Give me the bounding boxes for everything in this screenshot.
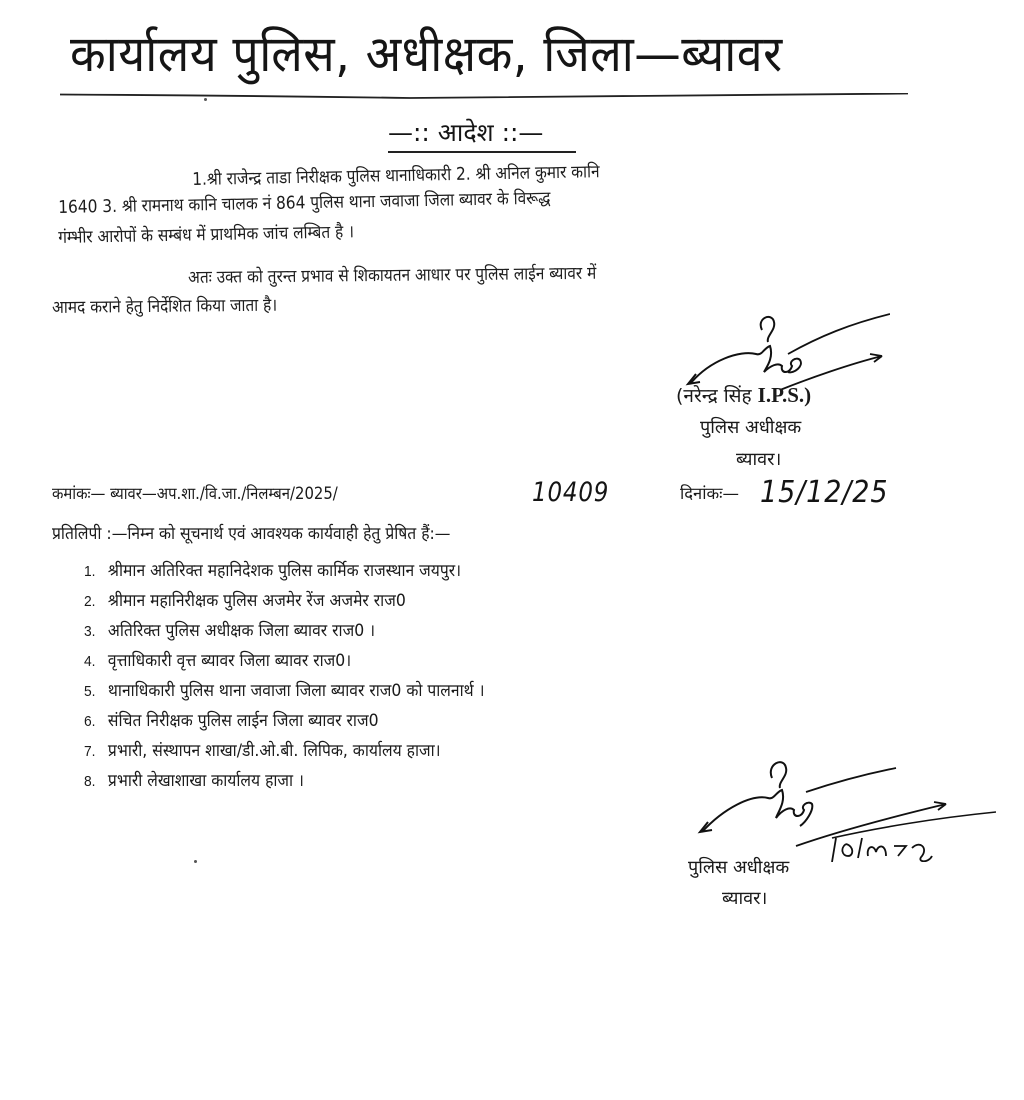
copy-to-item-number: 4. [84, 653, 96, 670]
order-body-para1-line1: 1.श्री राजेन्द्र ताडा निरीक्षक पुलिस थानाधिकारी 2. श्री अनिल कुमार कानि [192, 162, 600, 190]
signer-designation: पुलिस अधीक्षक [700, 417, 802, 438]
order-body-para2-line2: आमद कराने हेतु निर्देशित किया जाता है। [52, 295, 278, 318]
copy-to-item-text: श्रीमान अतिरिक्त महानिदेशक पुलिस कार्मिक राजस्थान जयपुर। [107, 561, 462, 581]
signer-name-hindi: (नरेन्द्र सिंह [676, 385, 752, 407]
paper-speck [204, 98, 207, 101]
order-body-para2-line1: अतः उक्त को तुरन्त प्रभाव से शिकायतन आधार पर पुलिस लाईन ब्यावर में [188, 263, 597, 288]
copy-to-list [84, 558, 519, 798]
signer-ips-suffix: I.P.S.) [757, 383, 812, 407]
copy-to-item-text: श्रीमान महानिरीक्षक पुलिस अजमेर रेंज अजमेर राज0 [107, 591, 406, 611]
reference-number-handwritten: 10409 [532, 477, 610, 508]
title-underline [60, 93, 908, 99]
copy-to-item [84, 588, 485, 618]
order-heading-underline [388, 151, 576, 153]
copy-to-item [84, 648, 485, 678]
copy-to-item-number: 1. [84, 563, 96, 580]
copy-to-item-text: वृत्ताधिकारी वृत्त ब्यावर जिला ब्यावर राज0। [107, 651, 352, 671]
order-body-para1-line3: गंम्भीर आरोपों के सम्बंध में प्राथमिक जांच लम्बित है । [58, 222, 355, 248]
copy-to-item [84, 558, 485, 588]
copy-to-item-text: थानाधिकारी पुलिस थाना जवाजा जिला ब्यावर राज0 को पालनार्थ । [107, 681, 485, 701]
copy-to-item-number: 8. [84, 773, 96, 790]
copy-to-item-number: 2. [84, 593, 96, 610]
paper-speck [194, 860, 197, 863]
signature-2-scribble [696, 752, 996, 862]
signature-2-designation: पुलिस अधीक्षक [688, 857, 790, 878]
copy-to-item-text: प्रभारी, संस्थापन शाखा/डी.ओ.बी. लिपिक, कार्यालय हाजा। [107, 741, 441, 761]
copy-to-intro: प्रतिलिपी :—निम्न को सूचनार्थ एवं आवश्यक कार्यवाही हेतु प्रेषित हैं:— [52, 524, 451, 544]
copy-to-item-text: अतिरिक्त पुलिस अधीक्षक जिला ब्यावर राज0 । [107, 621, 376, 641]
office-title: कार्यालय पुलिस, अधीक्षक, जिला—ब्यावर [70, 25, 783, 83]
date-handwritten: 15/12/25 [760, 475, 889, 510]
copy-to-item [84, 678, 485, 708]
signer-name [676, 382, 811, 409]
copy-to-item-text: प्रभारी लेखाशाखा कार्यालय हाजा । [107, 771, 304, 791]
reference-number-label: कमांकः— ब्यावर—अप.शा./वि.जा./निलम्बन/2025/ [52, 484, 338, 503]
copy-to-item-text: संचित निरीक्षक पुलिस लाईन जिला ब्यावर राज0 [107, 711, 379, 731]
copy-to-item [84, 618, 485, 648]
signature-1-scribble [670, 308, 890, 392]
copy-to-item-number: 3. [84, 623, 96, 640]
date-label: दिनांकः— [680, 484, 739, 503]
signature-2-place: ब्यावर। [722, 888, 768, 909]
copy-to-item-number: 6. [84, 713, 96, 730]
copy-to-item-number: 7. [84, 743, 96, 760]
signer-place: ब्यावर। [736, 449, 782, 470]
copy-to-item [84, 738, 485, 768]
copy-to-item [84, 768, 485, 798]
copy-to-item-number: 5. [84, 683, 96, 700]
order-body-para1-line2: 1640 3. श्री रामनाथ कानि चालक नं 864 पुलिस थाना जवाजा जिला ब्यावर के विरूद्ध [58, 188, 551, 218]
order-heading: —:: आदेश ::— [388, 118, 544, 147]
copy-to-item [84, 708, 485, 738]
